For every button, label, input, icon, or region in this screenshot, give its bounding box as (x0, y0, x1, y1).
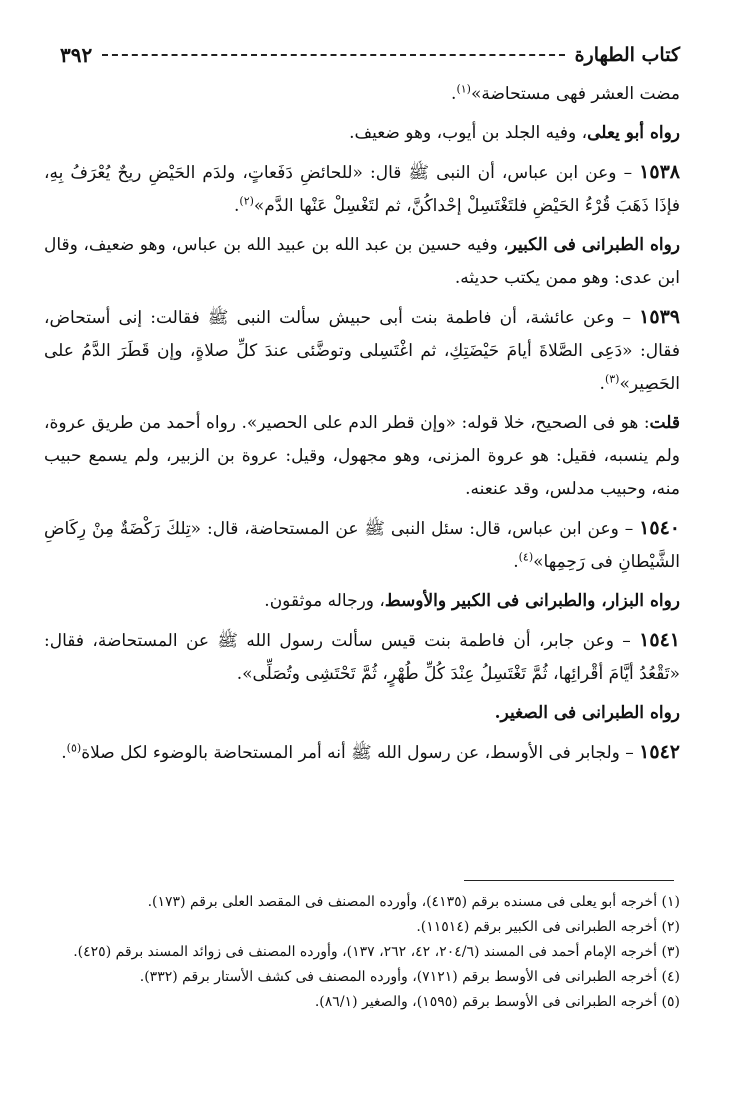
footnote-3: (٣) أخرجه الإمام أحمد فى المسند (٢٠٤/٦، ٤٢، ٢٦٢، ١٣٧)، وأورده المصنف فى زوائد المسند برقم (٤٢٥). (73, 944, 680, 960)
paragraph (44, 117, 680, 150)
header-dashed-rule (102, 54, 564, 56)
paragraph-text: – ولجابر فى الأوسط، عن رسول الله ﷺ أنه أمر المستحاضة بالوضوء لكل صلاة (81, 743, 640, 763)
hadith-number: ١٥٣٨ (639, 161, 680, 183)
paragraph-text: ، وفيه حسين بن عبد الله بن عبيد الله بن عباس، وهو ضعيف، وقال ابن عدى: وهو ممن يكتب حديثه. (44, 235, 680, 288)
source-attribution: رواه أبو يعلى (587, 123, 680, 143)
paragraph-text: . (451, 84, 457, 104)
hadith-number: ١٥٤١ (639, 629, 680, 651)
paragraph (44, 512, 680, 579)
footnote-marker: (٤) (518, 550, 534, 564)
paragraph-text: – وعن جابر، أن فاطمة بنت قيس سألت رسول الله ﷺ عن المستحاضة، فقال: «تَقْعُدُ أيَّامَ أقْرائِها، ثُمَّ تَغْتَسِلُ عِنْدَ كُلِّ طُهْرٍ، ثُمَّ تَحْتَشِى وتُصَلِّى». (44, 631, 680, 684)
footnote-5: (٥) أخرجه الطبرانى فى الأوسط برقم (١٥٩٥)، والصغير (٨٦/١). (314, 994, 680, 1010)
footnote-4: (٤) أخرجه الطبرانى فى الأوسط برقم (٧١٢١)، وأورده المصنف فى كشف الأستار برقم (٣٣٢). (139, 969, 680, 985)
source-attribution: رواه الطبرانى فى الكبير (508, 235, 680, 255)
footnote-marker: (٢) (239, 194, 254, 208)
paragraph (44, 229, 680, 295)
paragraph (44, 736, 680, 770)
paragraph-text: مضت العشر فهى مستحاضة» (470, 84, 680, 104)
paragraph (44, 407, 680, 506)
footnote-marker: (٥) (66, 741, 82, 755)
hadith-number: ١٥٤٢ (639, 741, 680, 763)
footnote-separator (464, 880, 674, 881)
footnote-1: (١) أخرجه أبو يعلى فى مسنده برقم (٤١٣٥)، وأورده المصنف فى المقصد العلى برقم (١٧٣). (147, 894, 680, 910)
source-attribution: رواه البزار، والطبرانى فى الكبير والأوسط (384, 591, 680, 611)
main-text (44, 78, 680, 776)
hadith-number: ١٥٣٩ (639, 306, 680, 328)
footnotes (44, 890, 680, 1015)
paragraph (44, 301, 680, 401)
source-attribution: رواه الطبرانى فى الصغير. (494, 703, 680, 723)
hadith-number: ١٥٤٠ (639, 517, 680, 539)
paragraph (44, 156, 680, 223)
paragraph (44, 585, 680, 618)
paragraph-text: . (599, 374, 605, 394)
paragraph (44, 697, 680, 730)
paragraph-text: . (61, 743, 67, 763)
paragraph-text: – وعن ابن عباس، أن النبى ﷺ قال: «للحائضِ دَفَعاتٍ، ولدَم الحَيْضِ ريحٌ يُعْرَفُ بِهِ، فإذَا ذَهَبَ قُرْءُ الحَيْضِ فلتَغْتَسِلْ إحْداكُنَّ، ثم لتَغْسِلْ عَنْها الدَّم» (44, 163, 680, 216)
footnote-marker: (٣) (604, 372, 620, 386)
paragraph (44, 78, 680, 111)
paragraph-text: – وعن عائشة، أن فاطمة بنت أبى حبيش سألت النبى ﷺ فقالت: إنى أستحاض، فقال: «دَعِى الصَّلاةَ أيامَ حَيْضَتِكِ، ثم اغْتَسِلى وتوضَّئى عندَ كلِّ صلاةٍ، وإن قَطَرَ الدَّمُ على الحَصِير» (44, 308, 680, 394)
page-number: ٣٩٢ (60, 43, 93, 67)
paragraph (44, 624, 680, 691)
paragraph-text: ، ورجاله موثقون. (264, 591, 385, 611)
page-header (60, 40, 680, 70)
paragraph-text: : هو فى الصحيح، خلا قوله: «وإن قطر الدم على الحصير». رواه أحمد من طريق عروة، ولم ينسبه، فقيل: هو عروة المزنى، وهو مجهول، وقيل: عروة بن الزبير، ولم يسمع حبيب منه، وحبيب مدلس، وقد عنعنه. (44, 413, 680, 499)
footnote-2: (٢) أخرجه الطبرانى فى الكبير برقم (١١٥١٤). (416, 919, 680, 935)
chapter-title: كتاب الطهارة (574, 44, 680, 66)
paragraph-text: – وعن ابن عباس، قال: سئل النبى ﷺ عن المستحاضة، قال: «تِلكَ رَكْضَةٌ مِنْ رِكَاضِ الشَّيْطانِ فى رَحِمِها» (44, 519, 680, 572)
paragraph-text: . (513, 552, 519, 572)
paragraph-text: . (233, 196, 240, 216)
footnote-marker: (١) (456, 82, 471, 96)
paragraph-text: ، وفيه الجلد بن أيوب، وهو ضعيف. (349, 123, 588, 143)
source-attribution: قلت (649, 413, 680, 433)
